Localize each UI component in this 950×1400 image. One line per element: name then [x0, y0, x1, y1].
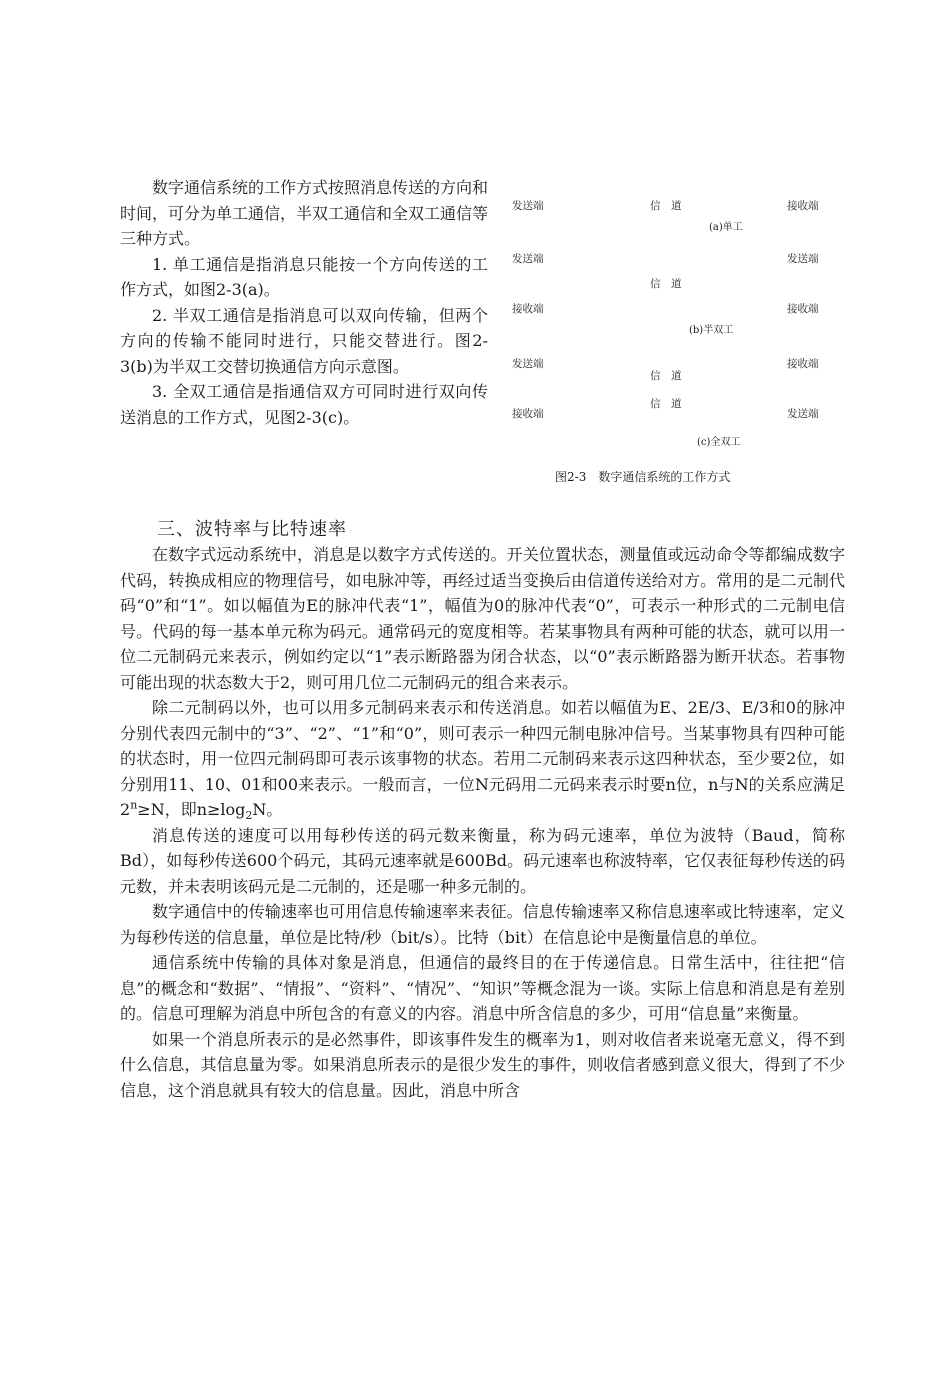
fig-c-sender-right-label: 发送端	[787, 408, 819, 420]
main-body-text	[120, 542, 845, 1103]
body-paragraph-5: 通信系统中传输的具体对象是消息，但通信的最终目的在于传递信息。日常生活中，往往把“信息”的概念和“数据”、“情报”、“资料”、“情况”、“知识”等概念混为一谈。实际上信息和消息是有差别的。信息可理解为消息中所包含的有意义的内容。消息中所含信息的多少，可用“信息量”来衡量。	[120, 953, 845, 1023]
figure-2-3	[500, 190, 845, 490]
fig-b-sender-label: 发送端	[512, 253, 544, 265]
fig-b-channel-label: 信 道	[650, 278, 682, 290]
fig-c-receiver-right-label: 接收端	[787, 358, 819, 370]
body-paragraph-2-text: 除二元制码以外，也可以用多元制码来表示和传送消息。如若以幅值为E、2E/3、E/3和0的脉冲分别代表四元制中的“3”、“2”、“1”和“0”，则可表示一种四元制电脉冲信号。当某事物具有四种可能的状态时，用一位四元制码即可表示该事物的状态。若用二元制码来表示这四种状态，至少要2位，如分别用11、10、01和00来表示。一般而言，一位N元码用二元码来表示时要n位，n与N的关系应满足2	[120, 698, 845, 819]
left-column-text	[120, 175, 488, 430]
fig-a-receiver-label: 接收端	[787, 200, 819, 212]
fig-c-caption: (c)全双工	[697, 437, 741, 448]
body-paragraph-4: 数字通信中的传输速率也可用信息传输速率来表征。信息传输速率又称信息速率或比特速率，定义为每秒传送的信息量，单位是比特/秒（bit/s）。比特（bit）在信息论中是衡量信息的单位。	[120, 902, 845, 947]
fig-c-receiver-label: 接收端	[512, 408, 544, 420]
body-paragraph-2-text-c: N。	[252, 800, 283, 819]
body-paragraph-6: 如果一个消息所表示的是必然事件，即该事件发生的概率为1，则对收信者来说毫无意义，得不到什么信息，其信息量为零。如果消息所表示的是很少发生的事件，则收信者感到意义很大，得到了不少信息，这个消息就具有较大的信息量。因此，消息中所含	[120, 1029, 845, 1100]
fig-c-sender-label: 发送端	[512, 358, 544, 370]
full-duplex-paragraph: 3. 全双工通信是指通信双方可同时进行双向传送消息的工作方式，见图2-3(c)。	[120, 382, 488, 427]
fig-b-sender-right-label: 发送端	[787, 253, 819, 265]
simplex-paragraph: 1. 单工通信是指消息只能按一个方向传送的工作方式，如图2-3(a)。	[120, 254, 488, 299]
superscript-n: n	[130, 798, 138, 812]
fig-a-channel-label: 信 道	[650, 200, 682, 212]
fig-c-channel-1-label: 信 道	[650, 370, 682, 382]
half-duplex-paragraph: 2. 半双工通信是指消息可以双向传输，但两个方向的传输不能同时进行，只能交替进行。图2-3(b)为半双工交替切换通信方向示意图。	[120, 305, 488, 376]
body-paragraph-1: 在数字式远动系统中，消息是以数字方式传送的。开关位置状态，测量值或远动命令等都编成数字代码，转换成相应的物理信号，如电脉冲等，再经过适当变换后由信道传送给对方。常用的是二元制代码“0”和“1”。如以幅值为E的脉冲代表“1”，幅值为0的脉冲代表“0”，可表示一种形式的二元制电信号。代码的每一基本单元称为码元。通常码元的宽度相等。若某事物具有两种可能的状态，就可以用一位二元制码元来表示，例如约定以“1”表示断路器为闭合状态，以“0”表示断路器为断开状态。若事物可能出现的状态数大于2，则可用几位二元制码元的组合来表示。	[120, 545, 845, 692]
subscript-2: 2	[245, 809, 253, 823]
fig-a-sender-label: 发送端	[512, 200, 544, 212]
section-title: 三、波特率与比特速率	[157, 519, 347, 540]
body-paragraph-2	[120, 695, 845, 823]
intro-paragraph: 数字通信系统的工作方式按照消息传送的方向和时间，可分为单工通信，半双工通信和全双工通信等三种方式。	[120, 178, 489, 248]
fig-b-caption: (b)半双工	[689, 325, 734, 336]
figure-caption: 图2-3 数字通信系统的工作方式	[555, 470, 731, 484]
body-paragraph-2-text-b: ≥N，即n≥log	[137, 800, 246, 819]
fig-c-channel-2-label: 信 道	[650, 398, 682, 410]
fig-b-receiver-label: 接收端	[512, 303, 544, 315]
fig-a-caption: (a)单工	[709, 222, 743, 233]
body-paragraph-3: 消息传送的速度可以用每秒传送的码元数来衡量，称为码元速率，单位为波特（Baud，简称Bd），如每秒传送600个码元，其码元速率就是600Bd。码元速率也称波特率，它仅表征每秒传送的码元数，并未表明该码元是二元制的，还是哪一种多元制的。	[120, 825, 845, 896]
fig-b-receiver-right-label: 接收端	[787, 303, 819, 315]
